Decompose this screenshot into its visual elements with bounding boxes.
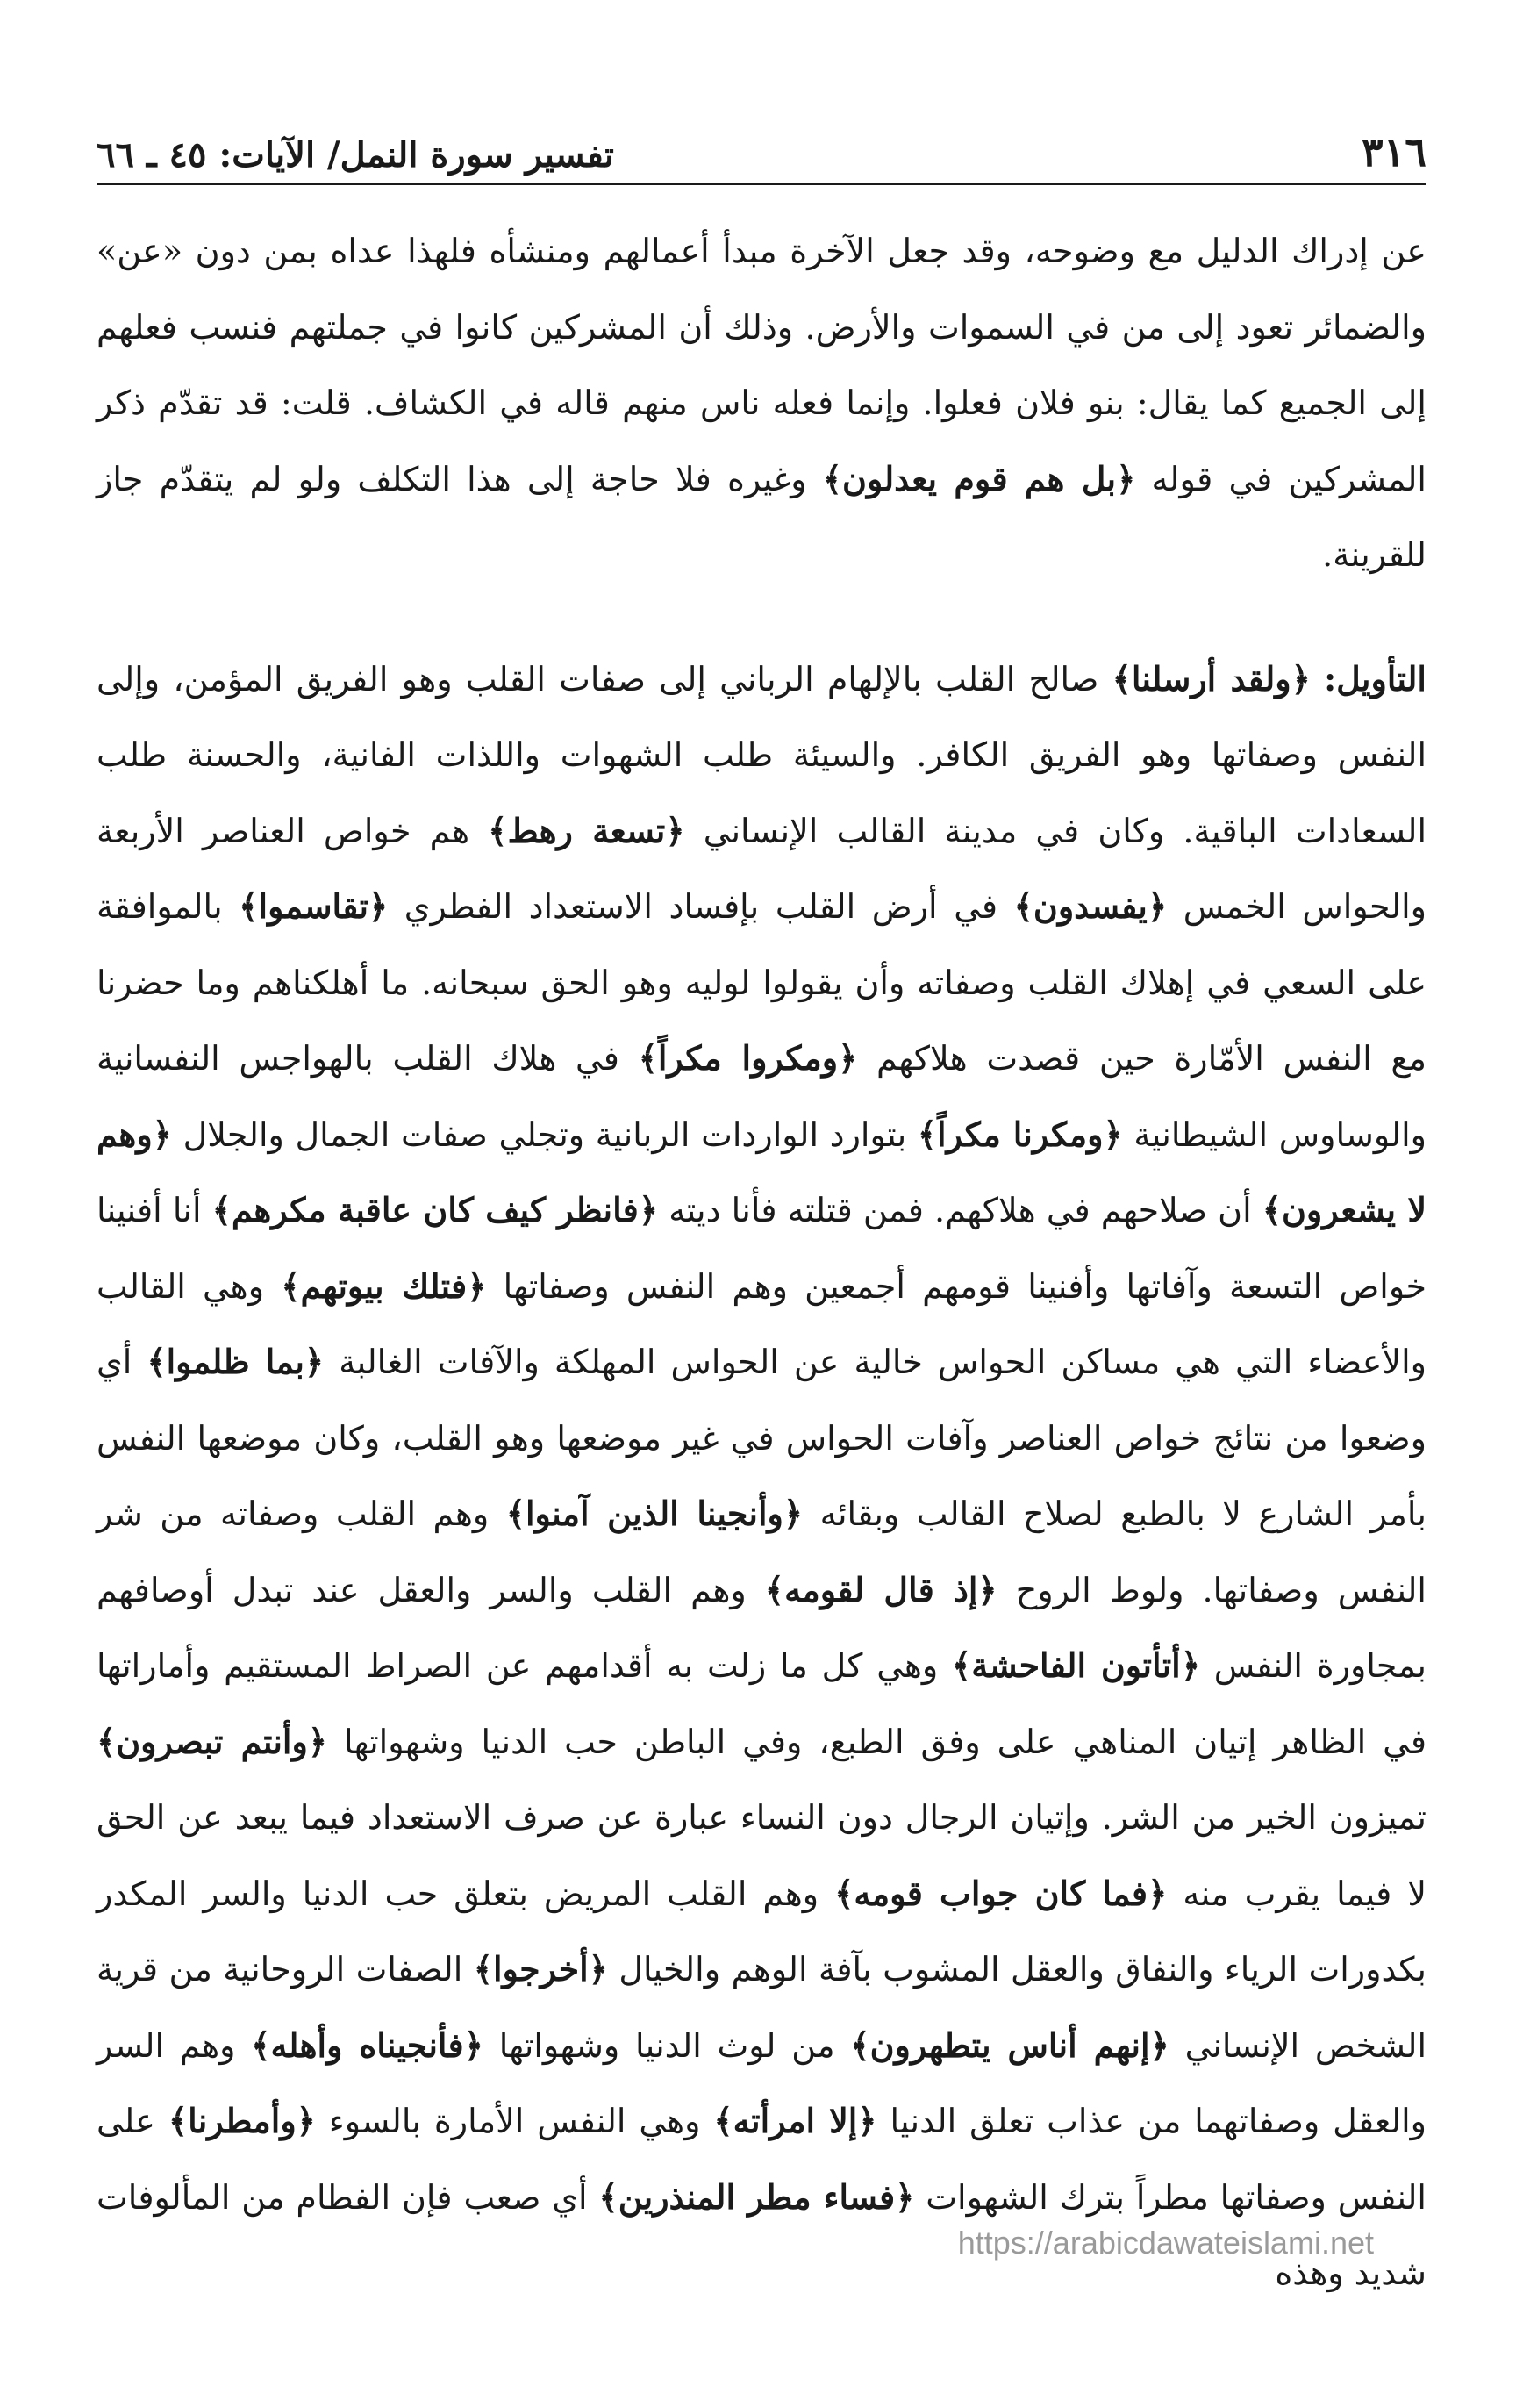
quran-quote: ﴿ولقد أرسلنا﴾: [1112, 658, 1311, 699]
text-segment: وغيره فلا حاجة إلى هذا التكلف ولو لم يتقدّم جاز للقرينة.: [97, 459, 1426, 574]
quran-quote: ﴿بما ظلموا﴾: [147, 1342, 325, 1381]
text-segment: وهم السر والعقل وصفاتهما من عذاب تعلق الدنيا: [97, 2025, 1426, 2140]
quran-quote: ﴿أتأتون الفاحشة﴾: [952, 1645, 1200, 1685]
text-segment: صالح القلب بالإلهام الرباني إلى صفات القلب وهو الفريق المؤمن، وإلى النفس وصفاتها وهو الفريق الكافر. والسيئة طلب الشهوات واللذات الفانية، والحسنة طلب السعادات الباقية. وكان في مدينة القالب الإنساني: [97, 659, 1427, 850]
quran-quote: ﴿وأنجينا الذين آمنوا﴾: [505, 1494, 804, 1533]
text-segment: وهي القالب والأعضاء التي هي مساكن الحواس خالية عن الحواس المهلكة والآفات الغالبة: [97, 1266, 1426, 1381]
text-segment: وهي النفس الأمارة بالسوء: [315, 2102, 714, 2140]
text-segment: في هلاك القلب بالهواجس النفسانية والوساوس الشيطانية: [97, 1039, 1426, 1154]
section-label: التأويل:: [1324, 658, 1426, 699]
quran-quote: ﴿فانظر كيف كان عاقبة مكرهم﴾: [211, 1190, 659, 1229]
text-segment: في أرض القلب بإفساد الاستعداد الفطري: [388, 887, 1014, 926]
quran-quote: ﴿فأنجيناه وأهله﴾: [251, 2025, 483, 2065]
text-segment: أن صلاحهم في هلاكهم. فمن قتلته فأنا ديته: [658, 1191, 1262, 1229]
quran-quote: ﴿إنهم أناس يتطهرون﴾: [850, 2025, 1169, 2065]
quran-quote: ﴿وأمطرنا﴾: [168, 2101, 316, 2140]
quran-quote: ﴿يفسدون﴾: [1013, 886, 1168, 926]
quran-quote: ﴿إلا امرأته﴾: [713, 2101, 877, 2140]
quran-quote: ﴿أخرجوا﴾: [473, 1949, 608, 1989]
text-segment: عن إدراك الدليل مع وضوحه، وقد جعل الآخرة مبدأ أعمالهم ومنشأه فلهذا عداه بمن دون «عن» والضمائر تعود إلى من في السموات والأرض. وذلك أن المشركين كانوا في جملتهم فنسب فعلهم إلى الجميع كما يقال: بنو فلان فعلوا. وإنما فعله ناس منهم قاله في الكشاف. قلت: قد تقدّم ذكر المشركين في قوله: [97, 232, 1426, 498]
paragraph-tawil: [97, 641, 1426, 2311]
page-header: [97, 105, 1426, 185]
text-segment: وهم القلب والسر والعقل عند تبدل أوصافهم بمجاورة النفس: [97, 1570, 1426, 1685]
text-segment: الصفات الروحانية من قرية الشخص الإنساني: [97, 1950, 1427, 2065]
quran-quote: ﴿ومكرنا مكراً﴾: [917, 1114, 1123, 1154]
quran-quote: ﴿فساء مطر المنذرين﴾: [598, 2176, 915, 2217]
quran-quote: ﴿وهم لا يشعرون﴾: [97, 1114, 1426, 1229]
book-page: [97, 105, 1426, 2334]
page-number: ٣١٦: [1361, 128, 1426, 176]
quran-quote: ﴿بل هم قوم يعدلون﴾: [822, 458, 1136, 498]
paragraph-tafsir: [97, 213, 1426, 593]
quran-quote: ﴿فما كان جواب قومه﴾: [834, 1873, 1168, 1913]
quran-quote: ﴿تقاسموا﴾: [239, 886, 389, 926]
page-body: [97, 213, 1426, 2311]
text-segment: وهم القلب المريض بتعلق حب الدنيا والسر المكدر بكدورات الرياء والنفاق والعقل المشوب بآفة الوهم والخيال: [97, 1874, 1426, 1989]
running-title: تفسير سورة النمل/ الآيات: ٤٥ ـ ٦٦: [97, 134, 614, 176]
quran-quote: ﴿فتلك بيوتهم﴾: [281, 1265, 487, 1306]
text-segment: أنا أفنينا خواص التسعة وآفاتها وأفنينا قومهم أجمعين وهم النفس وصفاتها: [97, 1191, 1426, 1306]
text-segment: على النفس وصفاتها مطراً بترك الشهوات: [97, 2102, 1426, 2217]
text-segment: وهم القلب وصفاته من شر النفس وصفاتها. ولوط الروح: [97, 1494, 1426, 1609]
text-segment: أي وضعوا من نتائج خواص العناصر وآفات الحواس في غير موضعها وهو القلب، وكان موضعها النفس بأمر الشارع لا بالطبع لصلاح القالب وبقائه: [97, 1343, 1426, 1533]
text-segment: أي صعب فإن الفطام من المألوفات شديد وهذه: [97, 2177, 1426, 2292]
watermark-url: https://arabicdawateislami.net: [957, 2225, 1374, 2261]
quran-quote: ﴿وأنتم تبصرون﴾: [97, 1721, 328, 1761]
quran-quote: ﴿ومكروا مكراً﴾: [638, 1038, 858, 1078]
text-segment: وهي كل ما زلت به أقدامهم عن الصراط المستقيم وأماراتها في الظاهر إتيان المناهي على وفق الطبع، وفي الباطن حب الدنيا وشهواتها: [97, 1646, 1426, 1761]
text-segment: هم خواص العناصر الأربعة والحواس الخمس: [97, 811, 1426, 926]
quran-quote: ﴿إذ قال لقومه﴾: [764, 1569, 997, 1609]
text-segment: بتوارد الواردات الربانية وتجلي صفات الجمال والجلال: [171, 1114, 918, 1154]
text-segment: بالموافقة على السعي في إهلاك القلب وصفاته وأن يقولوا لوليه وهو الحق سبحانه. ما أهلكناهم وما حضرنا مع النفس الأمّارة حين قصدت هلاكهم: [97, 887, 1426, 1078]
quran-quote: ﴿تسعة رهط﴾: [488, 810, 685, 850]
text-segment: من لوث الدنيا وشهواتها: [483, 2025, 851, 2065]
text-segment: تميزون الخير من الشر. وإتيان الرجال دون النساء عبارة عن صرف الاستعداد فيما يبعد عن الحق لا فيما يقرب منه: [97, 1798, 1426, 1913]
